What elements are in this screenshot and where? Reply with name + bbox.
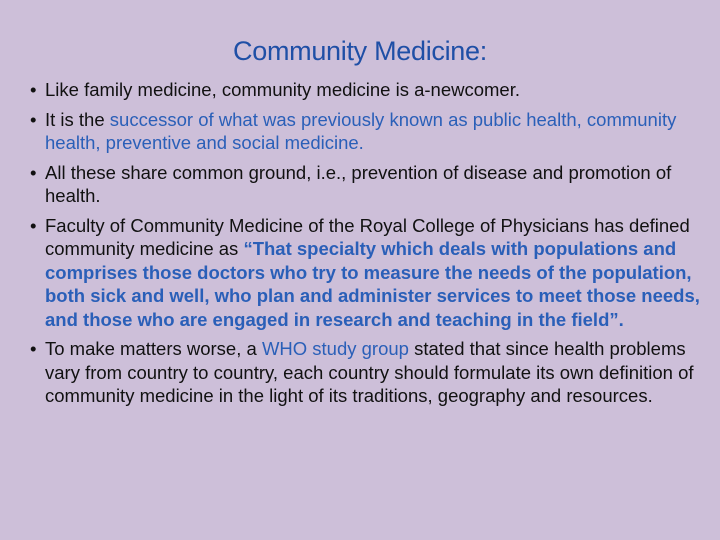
bullet-text: Faculty of Community Medicine of the Royal College of Physicians has defined community medicine as — [45, 214, 690, 259]
bullet-item — [30, 78, 714, 102]
bullet-list — [30, 78, 714, 414]
bullet-text: To make matters worse, a — [45, 338, 262, 359]
highlighted-text: WHO study group — [261, 338, 409, 359]
bullet-item — [30, 108, 714, 155]
highlighted-text: successor of what was previously known as public health, community health, preventive and social medicine. — [45, 108, 677, 153]
slide-title: Community Medicine: — [233, 36, 487, 66]
bullet-item — [30, 161, 714, 208]
bullet-item — [30, 337, 714, 408]
bullet-text: Like family medicine, community medicine is a-newcomer. — [45, 79, 521, 100]
bullet-text: All these share common ground, i.e., prevention of disease and promotion of health. — [45, 161, 672, 206]
bullet-item — [30, 214, 714, 332]
bullet-text: stated that since health problems vary from country to country, each country should formulate its own definition of community medicine in the light of its traditions, geography and resources. — [45, 338, 694, 406]
bullet-text: It is the — [45, 108, 110, 130]
definition-quote: “That specialty which deals with populations and comprises those doctors who try to measure the needs of the population, both sick and well, who plan and administer services to meet those needs, and those who are engaged in research and teaching in the field”. — [45, 238, 700, 330]
